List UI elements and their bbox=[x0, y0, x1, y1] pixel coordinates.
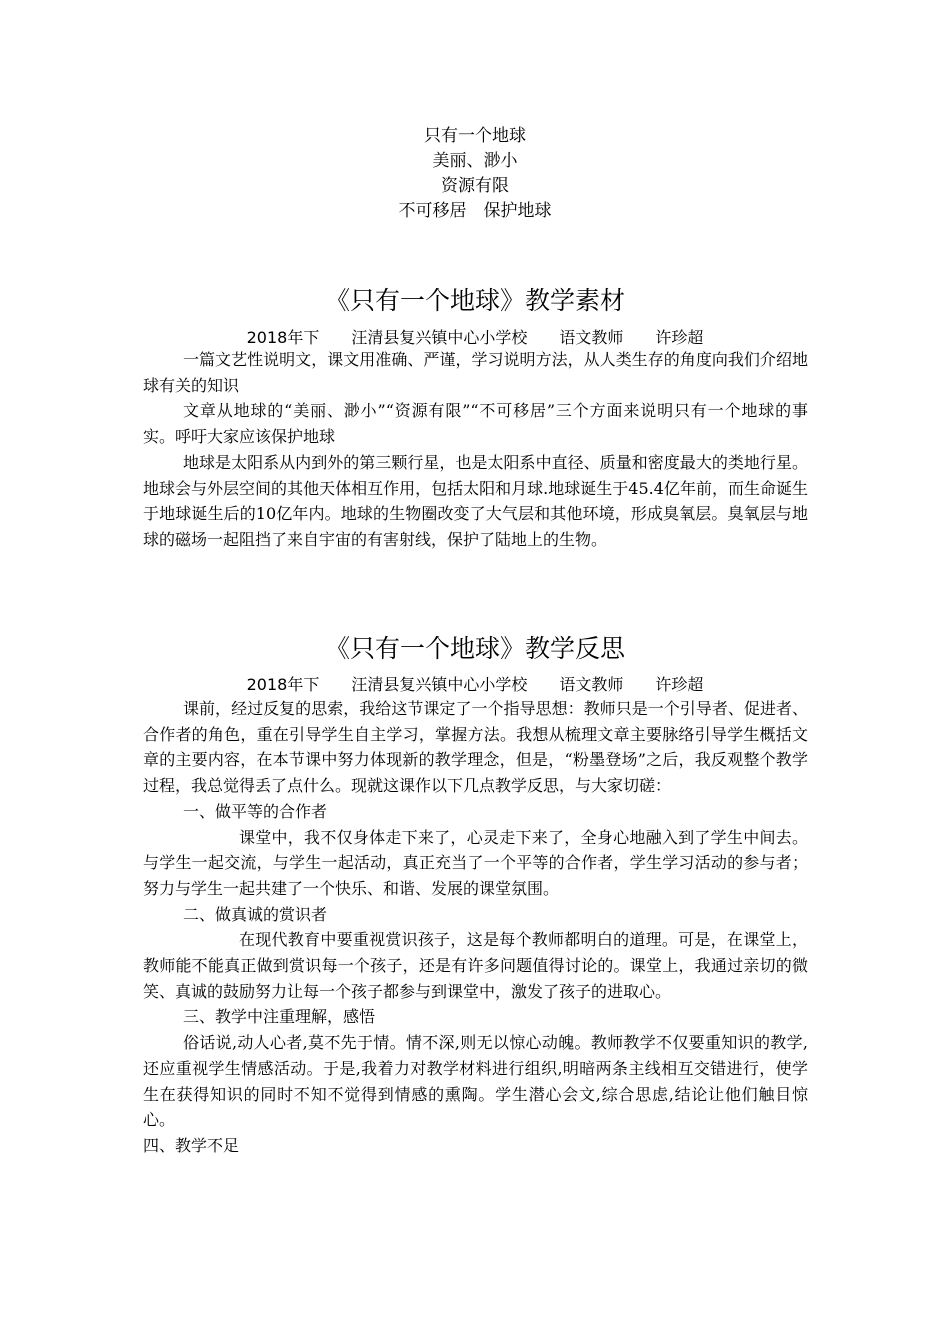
blackboard-line-3: 资源有限 bbox=[441, 176, 509, 196]
section-heading: 三、教学中注重理解，感悟 bbox=[183, 1007, 376, 1027]
reflection-intro: 课前，经过反复的思索，我给这节课定了一个指导思想：教师只是一个引导者、促进者、合作者的角色，重在引导学生自主学习，掌握方法。我想从梳理文章主要脉络引导学生概括文章的主要内容，在本节课中努力体现新的教学理念，但是，“粉墨登场”之后，我反观整个教学过程，我总觉得丢了点什么。现就这课作以下几点教学反思，与大家切磋： bbox=[143, 699, 808, 796]
material-body bbox=[143, 347, 808, 553]
reflection-byline: 2018年下 汪清县复兴镇中心小学校 语文教师 许珍超 bbox=[246, 675, 704, 694]
reflection-title: 《只有一个地球》教学反思 bbox=[324, 634, 625, 663]
material-title: 《只有一个地球》教学素材 bbox=[324, 286, 625, 315]
blackboard-line-2: 美丽、渺小 bbox=[432, 151, 518, 171]
blackboard-line-1: 只有一个地球 bbox=[424, 126, 526, 146]
reflection-body bbox=[143, 696, 808, 1159]
material-byline: 2018年下 汪清县复兴镇中心小学校 语文教师 许珍超 bbox=[246, 328, 704, 347]
section-paragraph: 在现代教育中要重视赏识孩子，这是每个教师都明白的道理。可是，在课堂上，教师能不能真正做到赏识每一个孩子，还是有许多问题值得讨论的。课堂上，我通过亲切的微笑、真诚的鼓励努力让每一个孩子都参与到课堂中，激发了孩子的进取心。 bbox=[143, 930, 808, 1001]
section-heading: 一、做平等的合作者 bbox=[183, 801, 328, 821]
section-heading: 四、教学不足 bbox=[143, 1135, 240, 1155]
section-heading: 二、做真诚的赏识者 bbox=[183, 904, 328, 924]
material-paragraph: 地球是太阳系从内到外的第三颗行星，也是太阳系中直径、质量和密度最大的类地行星。地球会与外层空间的其他天体相互作用，包括太阳和月球.地球诞生于45.4亿年前，而生命诞生于地球诞生后的10亿年内。地球的生物圈改变了大气层和其他环境，形成臭氧层。臭氧层与地球的磁场一起阻挡了来自宇宙的有害射线，保护了陆地上的生物。 bbox=[143, 452, 808, 549]
blackboard-line-4: 不可移居 保护地球 bbox=[398, 201, 552, 221]
section-paragraph: 俗话说,动人心者,莫不先于情。情不深,则无以惊心动魄。教师教学不仅要重知识的教学,还应重视学生情感活动。于是,我着力对教学材料进行组织,明暗两条主线相互交错进行，使学生在获得知识的同时不知不觉得到情感的熏陶。学生潜心会文,综合思虑,结论让他们触目惊心。 bbox=[143, 1033, 808, 1130]
material-paragraph: 文章从地球的“美丽、渺小”“资源有限”“不可移居”三个方面来说明只有一个地球的事实。呼吁大家应该保护地球 bbox=[143, 401, 808, 447]
material-paragraph: 一篇文艺性说明文，课文用准确、严谨，学习说明方法，从人类生存的角度向我们介绍地球有关的知识 bbox=[143, 350, 808, 395]
section-paragraph: 课堂中，我不仅身体走下来了，心灵走下来了，全身心地融入到了学生中间去。与学生一起交流，与学生一起活动，真正充当了一个平等的合作者，学生学习活动的参与者；努力与学生一起共建了一个快乐、和谐、发展的课堂氛围。 bbox=[143, 827, 808, 898]
